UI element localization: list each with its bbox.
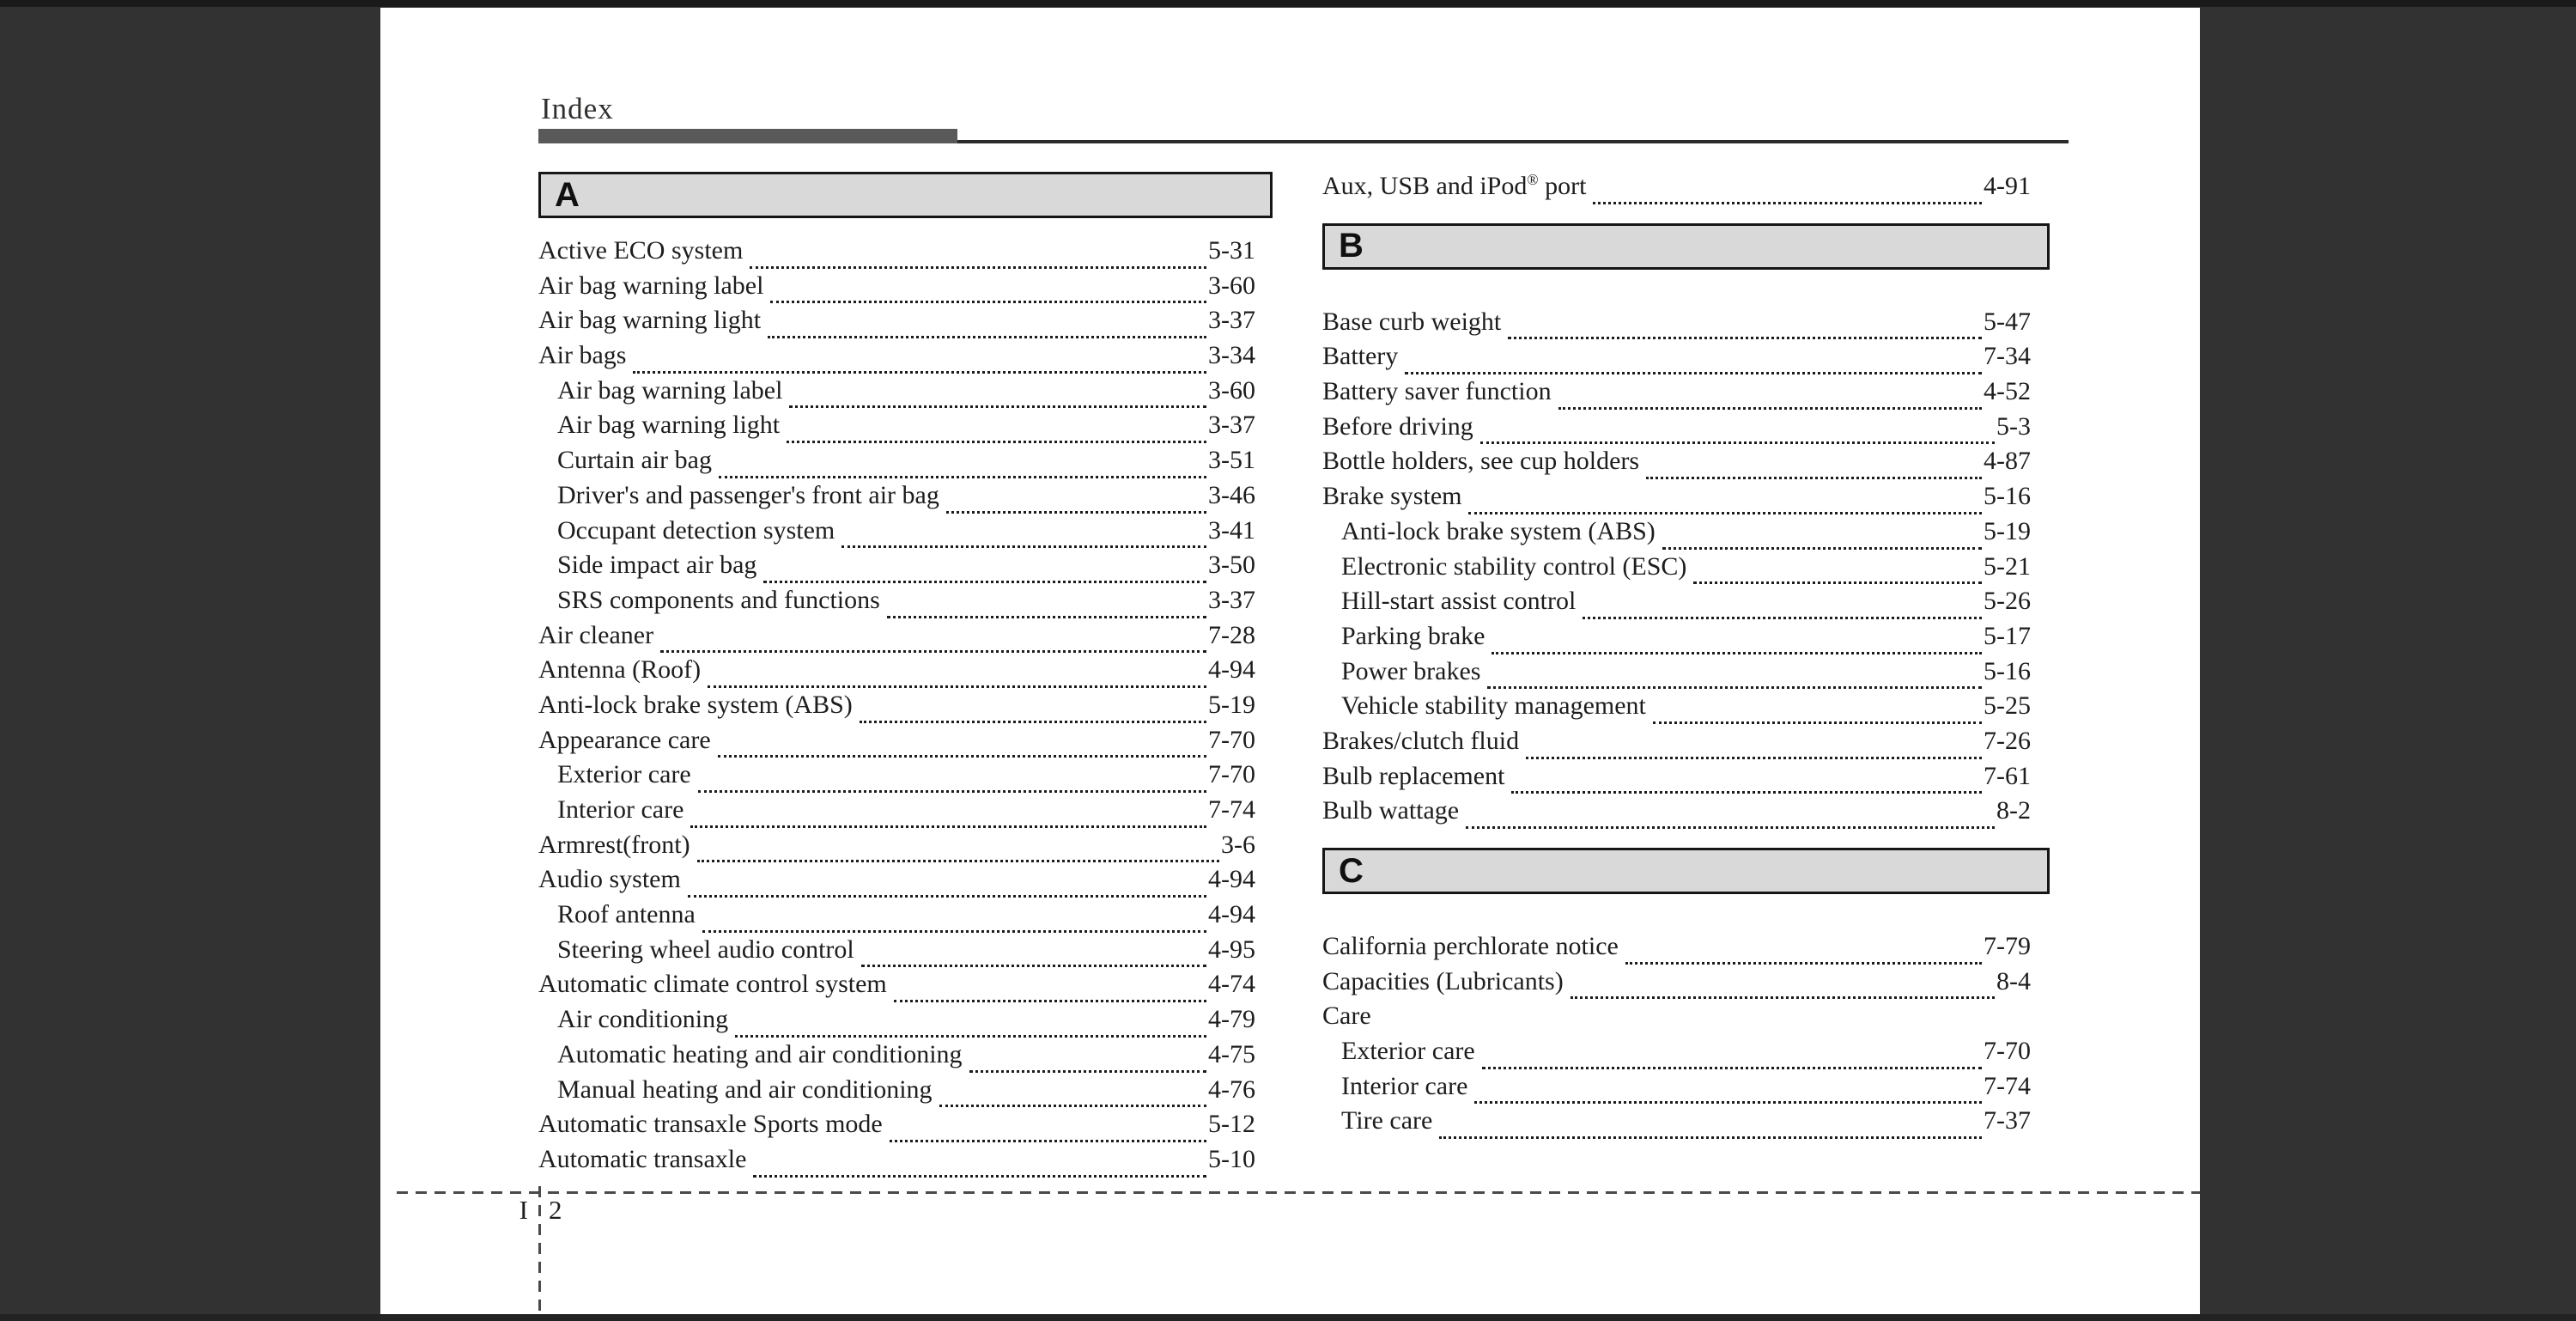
index-entry bbox=[1322, 1034, 2031, 1069]
entry-page-number: 4-87 bbox=[1984, 447, 2031, 476]
entry-label: Curtain air bag bbox=[557, 446, 712, 475]
index-entry bbox=[538, 374, 1255, 409]
entry-label: Automatic transaxle bbox=[538, 1144, 747, 1173]
title-rule-thick bbox=[538, 129, 957, 143]
index-entry bbox=[1322, 305, 2031, 340]
dotted-leader bbox=[890, 1107, 1206, 1142]
dotted-leader bbox=[688, 862, 1206, 898]
entry-page-number: 7-37 bbox=[1984, 1106, 2031, 1135]
dotted-leader bbox=[946, 478, 1206, 514]
registered-trademark-symbol: ® bbox=[1527, 171, 1539, 188]
entry-page-number: 3-51 bbox=[1208, 446, 1255, 475]
dotted-leader bbox=[708, 653, 1206, 688]
entry-page-number: 7-74 bbox=[1208, 795, 1255, 824]
entry-page-number: 3-37 bbox=[1208, 306, 1255, 335]
entry-page-number: 3-6 bbox=[1221, 830, 1255, 859]
entry-label: Air bag warning light bbox=[538, 306, 762, 335]
entry-page-number: 4-52 bbox=[1984, 377, 2031, 406]
dotted-leader bbox=[787, 408, 1206, 443]
index-entry bbox=[1322, 169, 2031, 204]
entry-page-number: 5-16 bbox=[1984, 482, 2031, 511]
dotted-leader bbox=[1583, 584, 1982, 619]
index-column-right bbox=[1322, 169, 2031, 1139]
entry-label: Vehicle stability management bbox=[1341, 691, 1646, 721]
index-entry bbox=[1322, 794, 2031, 829]
dotted-leader bbox=[770, 269, 1206, 304]
entry-page-number: 4-94 bbox=[1208, 655, 1255, 685]
entry-page-number: 3-60 bbox=[1208, 375, 1255, 405]
entry-page-number: 4-95 bbox=[1208, 934, 1255, 964]
index-entry bbox=[538, 408, 1255, 443]
index-entry bbox=[1322, 479, 2031, 514]
index-entry bbox=[538, 1073, 1255, 1108]
entry-page-number: 5-47 bbox=[1984, 307, 2031, 336]
index-entry bbox=[538, 583, 1255, 618]
dotted-leader bbox=[763, 548, 1206, 583]
index-entry bbox=[538, 338, 1255, 374]
dotted-leader bbox=[1693, 550, 1982, 585]
dotted-leader bbox=[768, 303, 1206, 338]
entry-page-number: 4-76 bbox=[1208, 1074, 1255, 1104]
index-entry bbox=[1322, 965, 2031, 1000]
entry-label: Appearance care bbox=[538, 725, 711, 754]
entry-label: Bulb replacement bbox=[1322, 761, 1505, 790]
entry-label: Base curb weight bbox=[1322, 307, 1502, 336]
entry-page-number: 5-12 bbox=[1208, 1110, 1255, 1139]
index-entry bbox=[538, 933, 1255, 968]
entry-page-number: 4-94 bbox=[1208, 900, 1255, 929]
entry-page-number: 7-61 bbox=[1984, 761, 2031, 790]
index-entry bbox=[538, 514, 1255, 549]
dotted-leader bbox=[698, 758, 1206, 793]
entry-page-number: 7-70 bbox=[1984, 1037, 2031, 1066]
entry-label: Anti-lock brake system (ABS) bbox=[1341, 516, 1656, 545]
dotted-leader bbox=[861, 933, 1206, 968]
index-entry bbox=[538, 653, 1255, 688]
index-entry bbox=[538, 303, 1255, 338]
dotted-leader bbox=[1405, 339, 1982, 374]
entry-page-number: 3-60 bbox=[1208, 271, 1255, 300]
entry-page-number: 3-37 bbox=[1208, 585, 1255, 614]
dotted-leader bbox=[841, 514, 1206, 549]
index-column-left bbox=[538, 172, 1255, 1178]
entry-page-number: 7-70 bbox=[1208, 725, 1255, 754]
dotted-leader bbox=[1474, 1069, 1982, 1105]
dotted-leader bbox=[718, 723, 1206, 758]
entry-page-number: 7-26 bbox=[1984, 726, 2031, 755]
entry-label: Roof antenna bbox=[557, 900, 696, 929]
entry-label: Aux, USB and iPod® port bbox=[1322, 171, 1587, 200]
document-page bbox=[380, 8, 2200, 1314]
dotted-leader bbox=[789, 374, 1206, 409]
index-entry bbox=[538, 1107, 1255, 1142]
page-title: Index bbox=[541, 92, 614, 125]
entry-page-number: 4-91 bbox=[1984, 172, 2031, 200]
dotted-leader bbox=[1466, 794, 1995, 829]
section-header-A bbox=[538, 172, 1273, 218]
entry-label: Air bag warning light bbox=[557, 411, 781, 440]
entry-label: Battery bbox=[1322, 342, 1399, 371]
dotted-leader bbox=[660, 618, 1206, 654]
index-entry bbox=[1322, 689, 2031, 724]
entry-label: Audio system bbox=[538, 865, 681, 894]
index-entry bbox=[1322, 654, 2031, 690]
index-entry bbox=[538, 1142, 1255, 1178]
entry-label: Air conditioning bbox=[557, 1005, 729, 1034]
dotted-leader bbox=[894, 967, 1206, 1002]
entry-label: Tire care bbox=[1341, 1106, 1433, 1135]
entry-label: Automatic climate control system bbox=[538, 970, 887, 999]
dotted-leader bbox=[1646, 444, 1982, 479]
dotted-leader bbox=[1468, 479, 1982, 514]
entry-label: Automatic transaxle Sports mode bbox=[538, 1110, 883, 1139]
entry-label: Steering wheel audio control bbox=[557, 934, 854, 964]
entry-label: Automatic heating and air conditioning bbox=[557, 1039, 963, 1068]
dotted-leader bbox=[719, 443, 1206, 478]
entry-page-number: 5-3 bbox=[1996, 411, 2031, 441]
footer-page-number: 2 bbox=[549, 1195, 562, 1225]
index-entry bbox=[538, 478, 1255, 514]
entry-page-number: 7-28 bbox=[1208, 620, 1255, 649]
dotted-leader bbox=[750, 234, 1206, 269]
index-entry bbox=[538, 758, 1255, 793]
index-entry bbox=[538, 548, 1255, 583]
entry-label: Anti-lock brake system (ABS) bbox=[538, 690, 853, 719]
entry-page-number: 5-19 bbox=[1208, 690, 1255, 719]
entry-page-number: 5-26 bbox=[1984, 587, 2031, 616]
dotted-leader bbox=[1526, 724, 1982, 759]
index-entry bbox=[1322, 444, 2031, 479]
entry-page-number: 4-75 bbox=[1208, 1039, 1255, 1068]
entry-label: Care bbox=[1322, 1001, 1371, 1031]
entry-page-number: 7-79 bbox=[1984, 932, 2031, 960]
entry-page-number: 3-46 bbox=[1208, 480, 1255, 509]
viewer-bottom-strip bbox=[0, 1314, 2576, 1321]
dotted-leader bbox=[1662, 514, 1982, 550]
index-entry bbox=[538, 1038, 1255, 1073]
dotted-leader bbox=[860, 688, 1206, 723]
dotted-leader bbox=[1653, 689, 1982, 724]
entry-page-number: 7-34 bbox=[1984, 342, 2031, 371]
index-entry bbox=[538, 443, 1255, 478]
index-entry bbox=[538, 234, 1255, 269]
entry-label: Brakes/clutch fluid bbox=[1322, 726, 1520, 755]
dotted-leader bbox=[1487, 654, 1982, 690]
dotted-leader bbox=[887, 583, 1206, 618]
dotted-leader bbox=[1625, 929, 1982, 965]
index-entry bbox=[1322, 410, 2031, 445]
footer-crop-line-horizontal bbox=[397, 1191, 2200, 1194]
entry-page-number: 5-25 bbox=[1984, 691, 2031, 721]
entry-label: Bulb wattage bbox=[1322, 796, 1460, 825]
dotted-leader bbox=[1482, 1034, 1982, 1069]
dotted-leader bbox=[1439, 1104, 1982, 1139]
dotted-leader bbox=[697, 828, 1219, 863]
index-entry bbox=[538, 269, 1255, 304]
index-entry bbox=[1322, 550, 2031, 585]
entry-page-number: 5-16 bbox=[1984, 656, 2031, 685]
index-entry bbox=[538, 828, 1255, 863]
dotted-leader bbox=[1492, 619, 1982, 654]
entry-label: Interior care bbox=[1341, 1071, 1468, 1100]
entry-label: Hill-start assist control bbox=[1341, 587, 1577, 616]
entry-page-number: 5-21 bbox=[1984, 551, 2031, 581]
entry-label: Active ECO system bbox=[538, 236, 744, 265]
index-entry bbox=[1322, 514, 2031, 550]
index-entry bbox=[538, 793, 1255, 828]
index-entry bbox=[538, 967, 1255, 1002]
entry-page-number: 8-4 bbox=[1996, 966, 2031, 995]
entry-page-number: 3-41 bbox=[1208, 515, 1255, 545]
index-entry bbox=[1322, 374, 2031, 410]
dotted-leader bbox=[1571, 965, 1995, 1000]
viewer-top-strip bbox=[0, 0, 2576, 7]
entry-label: Bottle holders, see cup holders bbox=[1322, 447, 1640, 476]
entry-label: Parking brake bbox=[1341, 621, 1485, 650]
index-entry bbox=[1322, 759, 2031, 794]
entry-label: Air bag warning label bbox=[538, 271, 764, 300]
footer-chapter-mark: I bbox=[519, 1195, 528, 1225]
entry-label: Interior care bbox=[557, 795, 684, 824]
index-entry bbox=[538, 618, 1255, 654]
index-entry bbox=[1322, 1069, 2031, 1105]
entry-label: Air bags bbox=[538, 341, 627, 370]
entry-page-number: 3-34 bbox=[1208, 341, 1255, 370]
entry-label: Air bag warning label bbox=[557, 375, 783, 405]
entry-page-number: 4-94 bbox=[1208, 865, 1255, 894]
index-entry bbox=[1322, 339, 2031, 374]
dotted-leader bbox=[1593, 169, 1982, 204]
entry-page-number: 7-70 bbox=[1208, 760, 1255, 789]
entry-page-number: 5-31 bbox=[1208, 236, 1255, 265]
entry-label: Brake system bbox=[1322, 482, 1462, 511]
entry-label: Armrest(front) bbox=[538, 830, 690, 859]
dotted-leader bbox=[702, 898, 1206, 933]
entry-label: SRS components and functions bbox=[557, 585, 880, 614]
entry-label: Electronic stability control (ESC) bbox=[1341, 551, 1687, 581]
index-entry bbox=[1322, 1104, 2031, 1139]
dotted-leader bbox=[1511, 759, 1982, 794]
entry-label: Air cleaner bbox=[538, 620, 654, 649]
entry-label: Occupant detection system bbox=[557, 515, 835, 545]
entry-label: Exterior care bbox=[557, 760, 691, 789]
entry-label: Driver's and passenger's front air bag bbox=[557, 480, 939, 509]
entry-page-number: 4-79 bbox=[1208, 1005, 1255, 1034]
index-entry bbox=[1322, 584, 2031, 619]
dotted-leader bbox=[1558, 374, 1982, 410]
index-entry bbox=[1322, 929, 2031, 965]
section-letter: B bbox=[1339, 227, 1364, 265]
entry-label: Before driving bbox=[1322, 411, 1473, 441]
dotted-leader bbox=[1480, 410, 1995, 445]
dotted-leader bbox=[753, 1142, 1206, 1178]
dotted-leader bbox=[969, 1038, 1206, 1073]
index-entry bbox=[538, 1002, 1255, 1038]
entry-page-number: 5-17 bbox=[1984, 621, 2031, 650]
section-header-C bbox=[1322, 848, 2050, 894]
entry-label: Battery saver function bbox=[1322, 377, 1552, 406]
index-entry bbox=[538, 862, 1255, 898]
entry-label: Manual heating and air conditioning bbox=[557, 1074, 933, 1104]
index-entry bbox=[1322, 999, 2031, 1034]
index-entry bbox=[1322, 619, 2031, 654]
index-entry bbox=[538, 723, 1255, 758]
dotted-leader bbox=[735, 1002, 1206, 1038]
entry-page-number: 8-2 bbox=[1996, 796, 2031, 825]
dotted-leader bbox=[939, 1073, 1206, 1108]
index-entry bbox=[538, 688, 1255, 723]
entry-page-number: 5-10 bbox=[1208, 1144, 1255, 1173]
dotted-leader bbox=[633, 338, 1206, 374]
entry-page-number: 3-50 bbox=[1208, 551, 1255, 580]
index-entry bbox=[538, 898, 1255, 933]
section-letter: C bbox=[1339, 851, 1364, 890]
entry-label: Side impact air bag bbox=[557, 551, 757, 580]
entry-page-number: 5-19 bbox=[1984, 516, 2031, 545]
section-letter: A bbox=[555, 175, 580, 214]
entry-page-number: 4-74 bbox=[1208, 970, 1255, 999]
entry-label: Antenna (Roof) bbox=[538, 655, 702, 685]
section-header-B bbox=[1322, 223, 2050, 270]
index-entry bbox=[1322, 724, 2031, 759]
dotted-leader bbox=[690, 793, 1206, 828]
entry-label: Power brakes bbox=[1341, 656, 1481, 685]
entry-label: Exterior care bbox=[1341, 1037, 1475, 1066]
footer-crop-line-vertical bbox=[538, 1186, 541, 1312]
entry-page-number: 3-37 bbox=[1208, 411, 1255, 440]
dotted-leader bbox=[1508, 305, 1982, 340]
entry-label: California perchlorate notice bbox=[1322, 932, 1619, 960]
entry-page-number: 7-74 bbox=[1984, 1071, 2031, 1100]
entry-label: Capacities (Lubricants) bbox=[1322, 966, 1564, 995]
